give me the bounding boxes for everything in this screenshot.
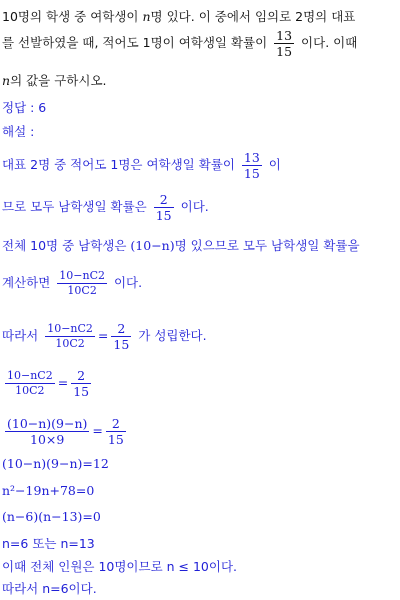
fraction-denominator: 15 (73, 384, 90, 399)
fraction-numerator: (10−n)(9−n) (7, 416, 88, 431)
solution-line-1 (2, 150, 281, 181)
fraction-denominator: 10C2 (15, 384, 45, 397)
fraction-denominator: 10C2 (55, 337, 85, 350)
solution-line-5 (2, 321, 207, 352)
fraction (106, 416, 126, 447)
fraction-denominator: 15 (243, 166, 260, 181)
fraction (111, 321, 131, 352)
combination-fraction (57, 269, 107, 298)
answer-label: 정답 : 6 (2, 100, 47, 115)
probability-fraction (274, 28, 294, 59)
equation-line-3: (10−n)(9−n)=12 (2, 456, 109, 471)
solution-text: 따라서 (2, 328, 43, 343)
equals-sign: = (92, 423, 103, 438)
problem-text: 이다. 이때 (297, 35, 358, 50)
fraction-denominator: 10×9 (30, 432, 65, 447)
fraction-numerator: 13 (276, 28, 293, 43)
problem-text: 명 있다. 이 중에서 임의로 2명의 대표 (150, 9, 356, 24)
fraction-denominator: 15 (107, 432, 124, 447)
solution-label: 해설 : (2, 124, 35, 139)
fraction (5, 416, 89, 447)
fraction-numerator: 13 (243, 150, 260, 165)
fraction-denominator: 15 (113, 337, 130, 352)
solution-text: 전체 10명 중 남학생은 (2, 238, 131, 253)
combination-fraction (45, 322, 95, 351)
fraction (242, 150, 262, 181)
conclusion-line-2: 따라서 n=6이다. (2, 581, 97, 596)
fraction-numerator: 2 (154, 192, 174, 208)
solution-line-2 (2, 192, 209, 223)
variable-n: n (2, 73, 11, 88)
equation-line-5: (n−6)(n−13)=0 (2, 509, 101, 524)
equation-line-4: n²−19n+78=0 (2, 483, 95, 498)
solution-line-4 (2, 269, 142, 298)
fraction-numerator: 10−nC2 (59, 269, 105, 282)
solution-text: 명 있으므로 모두 남학생일 확률을 (174, 238, 360, 253)
fraction-numerator: 10−nC2 (7, 369, 53, 382)
fraction-denominator: 15 (276, 44, 293, 59)
fraction (154, 192, 174, 223)
conclusion-line-1: 이때 전체 인원은 10명이므로 n ≤ 10이다. (2, 559, 237, 574)
answer-line (2, 99, 46, 117)
solution-text: 가 성립한다. (134, 328, 207, 343)
solution-text: 이다. (176, 199, 209, 214)
solution-text: 이다. (110, 275, 143, 290)
combination-fraction (5, 369, 55, 398)
fraction-numerator: 10−nC2 (47, 322, 93, 335)
solution-text: 대표 2명 중 적어도 1명은 여학생일 확률이 (2, 157, 239, 172)
solution-label-line (2, 123, 34, 141)
problem-text: 를 선발하였을 때, 적어도 1명이 여학생일 확률이 (2, 35, 272, 50)
fraction (71, 368, 91, 399)
solution-text: 므로 모두 남학생일 확률은 (2, 199, 151, 214)
fraction-denominator: 10C2 (67, 284, 97, 297)
variable-n: n (142, 9, 151, 24)
fraction-numerator: 2 (106, 416, 126, 432)
problem-line-3 (2, 72, 107, 90)
equals-sign: = (57, 375, 69, 390)
problem-text: 의 값을 구하시오. (10, 73, 107, 88)
problem-line-1 (2, 8, 355, 26)
math-expression: (10−n) (130, 238, 175, 253)
fraction-numerator: 2 (111, 321, 131, 337)
equation-line-6: n=6 또는 n=13 (2, 536, 95, 551)
equals-sign: = (97, 328, 109, 343)
equation-line-1 (2, 368, 94, 399)
solution-line-3 (2, 237, 360, 255)
fraction-denominator: 15 (155, 208, 172, 223)
fraction-numerator: 2 (71, 368, 91, 384)
equation-line-2 (2, 416, 129, 447)
problem-text: 10명의 학생 중 여학생이 (2, 9, 143, 24)
problem-line-2 (2, 28, 357, 59)
solution-text: 이 (264, 157, 281, 172)
solution-text: 계산하면 (2, 275, 55, 290)
